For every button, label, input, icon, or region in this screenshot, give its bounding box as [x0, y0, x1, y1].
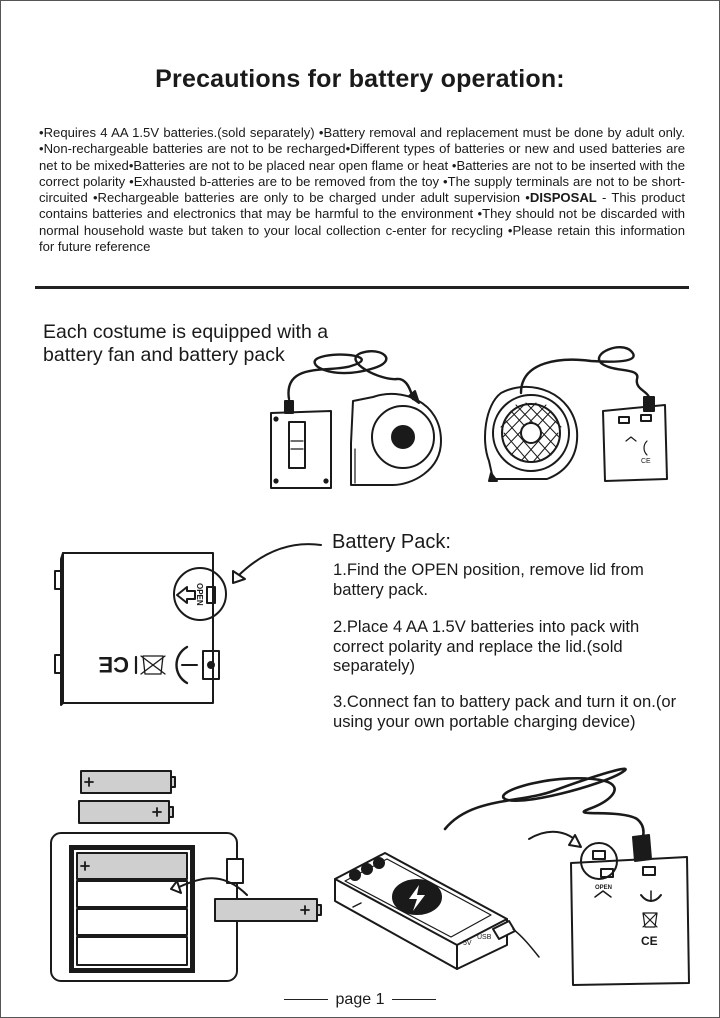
footer-dash-left: [284, 999, 328, 1000]
ce-mark: CE: [98, 652, 129, 677]
power-bank: [335, 853, 539, 969]
step-3: 3.Connect fan to battery pack and turn it on.(or using your own portable charging device): [333, 692, 677, 731]
intro-text: Each costume is equipped with a battery fan and battery pack: [43, 321, 329, 366]
page-title: Precautions for battery operation:: [155, 65, 565, 93]
battery-pack-heading: Battery Pack:: [332, 531, 451, 553]
page-footer: [1, 991, 719, 1009]
precautions-part1: •Requires 4 AA 1.5V batteries.(sold separately) •Battery removal and replacement must be done by adult only. •Non-rechargeable batteries are not to be recharged•Different types of batteries or new and used batteries are net to be mixed•Batteries are not to be placed near open flame or heat •Batteries are not to be inserted with the correct polarity •Exhausted b-atteries are to be removed from the toy •The supply terminals are not to be short-circuited •Rechargeable batteries are only to be charged under adult supervision •: [39, 125, 685, 206]
page-number: page 1: [335, 991, 385, 1008]
loose-batteries: [79, 771, 175, 823]
usb-tag: USB: [477, 934, 492, 941]
battery-pack-with-fan-right: [485, 347, 667, 481]
illustrations: [1, 1, 719, 1017]
open-battery-pack: [51, 833, 321, 981]
power-bank-tag: 5V: [463, 940, 472, 947]
disposal-label: DISPOSAL: [529, 190, 597, 206]
ce-mark-right: CE: [641, 934, 658, 948]
battery-pack-lid: [55, 544, 321, 705]
footer-dash-right: [392, 999, 436, 1000]
precautions-part2: - This product contains batteries and electronics that may be harmful to the environment •They should not be discarded with normal household waste but taken to your local collection c-enter for recycling •Please retain this information for future reference: [39, 190, 685, 255]
open-label-small: OPEN: [595, 885, 613, 891]
step-2: 2.Place 4 AA 1.5V batteries into pack with correct polarity and replace the lid.(sold separately): [333, 617, 640, 675]
open-label: OPEN: [195, 583, 204, 606]
step-1: 1.Find the OPEN position, remove lid from battery pack.: [333, 560, 644, 599]
battery-pack-with-fan-left: [271, 351, 441, 488]
ce-mark-small: CE: [641, 458, 651, 465]
